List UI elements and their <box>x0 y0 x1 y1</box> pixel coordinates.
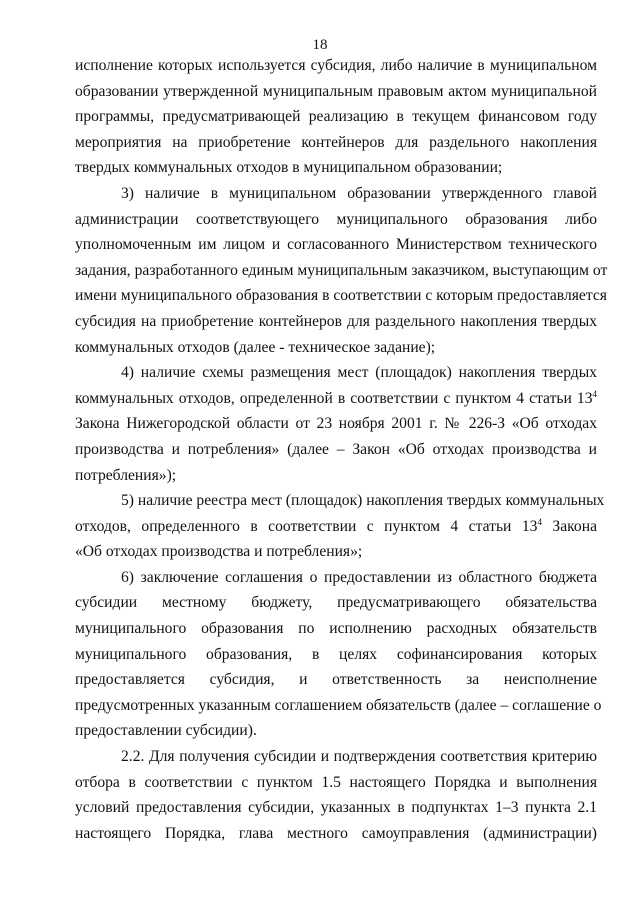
text-segment: коммунальных отходов, определенной в соответствии с пунктом 4 статьи 13 <box>75 389 593 407</box>
text-line <box>75 514 597 540</box>
text-line: программы, предусматривающей реализацию в текущем финансовом году <box>75 108 597 126</box>
paragraph-item-6 <box>75 565 602 744</box>
text-line: предусмотренных указанным соглашением обязательств (далее – соглашение о <box>75 696 602 714</box>
text-line: администрации соответствующего муниципального образования либо <box>75 210 597 228</box>
page-number: 18 <box>312 37 328 53</box>
superscript: 4 <box>592 388 597 399</box>
paragraph-item-4 <box>75 360 597 488</box>
text-line: 2.2. Для получения субсидии и подтверждения соответствия критерию <box>121 748 597 766</box>
paragraph-continuation <box>75 53 597 181</box>
text-line: настоящего Порядка, глава местного самоуправления (администрации) <box>75 824 597 842</box>
text-line: твердых коммунальных отходов в муниципальном образовании; <box>75 159 503 177</box>
text-line: 5) наличие реестра мест (площадок) накопления твердых коммунальных <box>121 492 605 510</box>
text-line: субсидии местному бюджету, предусматривающего обязательства <box>75 594 597 612</box>
text-line: уполномоченным им лицом и согласованного Министерством технического <box>75 236 597 254</box>
document-body <box>75 53 608 846</box>
text-line: муниципального образования по исполнению расходных обязательств <box>75 620 597 638</box>
text-line: 4) наличие схемы размещения мест (площадок) накопления твердых <box>121 364 597 382</box>
text-line: производства и потребления» (далее – Закон «Об отходах производства и <box>75 440 597 458</box>
text-line: условий предоставления субсидии, указанных в подпунктах 1–3 пункта 2.1 <box>75 799 597 817</box>
text-line: муниципального образования, в целях софинансирования которых <box>75 645 597 663</box>
superscript: 4 <box>537 516 542 527</box>
text-line: мероприятия на приобретение контейнеров для раздельного накопления <box>75 133 597 151</box>
text-segment: отходов, определенного в соответствии с пунктом 4 статьи 13 <box>75 517 538 535</box>
text-line: «Об отходах производства и потребления»; <box>75 543 363 561</box>
text-line <box>75 386 597 412</box>
text-line: имени муниципального образования в соответствии с которым предоставляется <box>75 287 607 305</box>
text-line: предоставлении субсидии). <box>75 722 257 740</box>
paragraph-item-3 <box>75 181 608 360</box>
text-line: 3) наличие в муниципальном образовании утвержденного главой <box>121 184 597 202</box>
text-line: исполнение которых используется субсидия, либо наличие в муниципальном <box>75 57 597 74</box>
text-line: потребления»); <box>75 466 177 484</box>
text-segment: Закона <box>541 517 597 535</box>
text-line: коммунальных отходов (далее - техническое задание); <box>75 338 436 356</box>
text-line: Закона Нижегородской области от 23 ноября 2001 г. № 226-З «Об отходах <box>75 415 597 433</box>
text-line: отбора в соответствии с пунктом 1.5 настоящего Порядка и выполнения <box>75 773 597 791</box>
text-line: задания, разработанного единым муниципальным заказчиком, выступающим от <box>75 261 608 279</box>
paragraph-2-2 <box>75 744 597 846</box>
text-line: 6) заключение соглашения о предоставлении из областного бюджета <box>121 568 597 586</box>
paragraph-item-5 <box>75 488 605 565</box>
text-line: образовании утвержденной муниципальным правовым актом муниципальной <box>75 82 597 100</box>
text-line: субсидия на приобретение контейнеров для раздельного накопления твердых <box>75 312 597 330</box>
text-line: предоставляется субсидия, и ответственность за неисполнение <box>75 671 597 689</box>
